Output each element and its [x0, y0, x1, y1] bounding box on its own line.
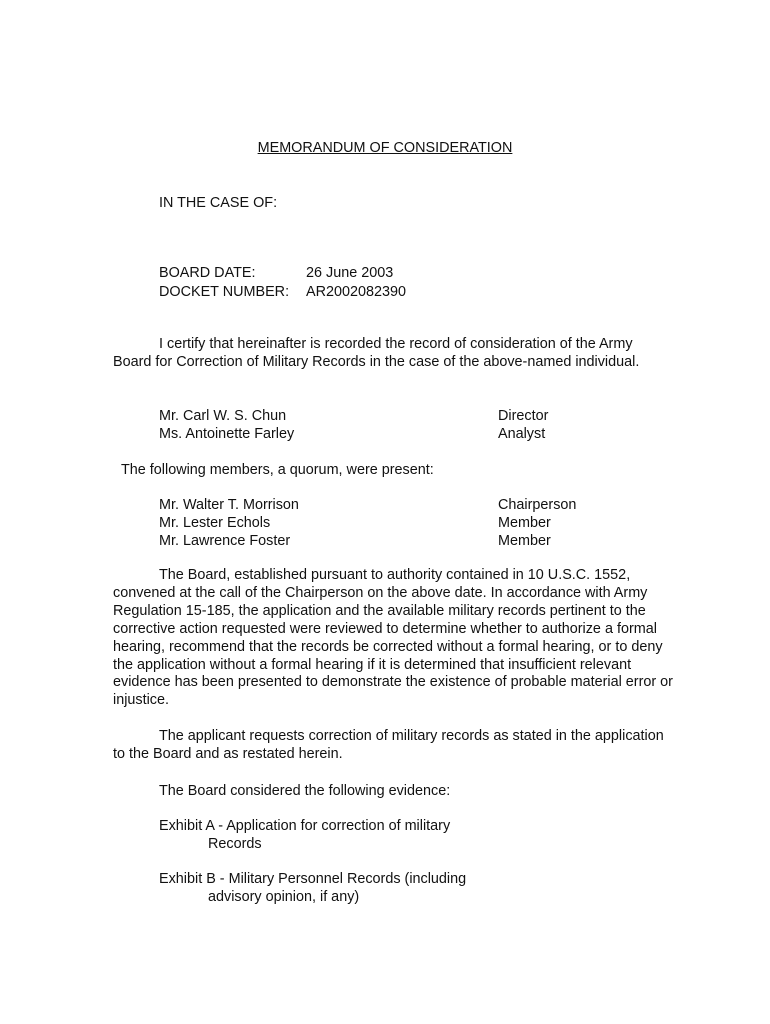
exhibit-line: Exhibit B - Military Personnel Records (including: [159, 871, 467, 887]
board-date-label: BOARD DATE:: [159, 265, 256, 281]
board-paragraph: The Board, established pursuant to authority contained in 10 U.S.C. 1552, convened at the call of the Chairperson on the above date. In accordance with Army Regulation 15-185, the application and the available military records pertinent to the corrective action requested were reviewed to determine whether to authorize a formal hearing, recommend that the records be corrected without a formal hearing, or to deny the application without a formal hearing if it is determined that insufficient relevant evidence has been presented to demonstrate the existence of probable material error or injustice.: [113, 567, 673, 709]
docket-number-value: AR2002082390: [306, 284, 407, 300]
quorum-text: The following members, a quorum, were present:: [121, 462, 434, 478]
exhibit-continuation: advisory opinion, if any): [208, 888, 360, 905]
evidence-intro: The Board considered the following evidence:: [159, 783, 451, 799]
staff-name: Ms. Antoinette Farley: [159, 426, 295, 442]
certify-paragraph: I certify that hereinafter is recorded the record of consideration of the Army Board for Correction of Military Records in the case of the above-named individual.: [113, 336, 640, 370]
staff-role: Analyst: [498, 426, 546, 442]
board-date-value: 26 June 2003: [306, 265, 394, 281]
staff-role: Director: [498, 408, 549, 424]
memo-title: MEMORANDUM OF CONSIDERATION: [257, 140, 513, 156]
member-role: Member: [498, 533, 551, 549]
staff-name: Mr. Carl W. S. Chun: [159, 408, 287, 424]
case-label: IN THE CASE OF:: [159, 195, 278, 211]
exhibit-a: [159, 818, 539, 854]
exhibit-line: Exhibit A - Application for correction of military: [159, 818, 451, 834]
exhibit-b: [159, 871, 539, 907]
docket-number-label: DOCKET NUMBER:: [159, 284, 290, 300]
exhibit-continuation: Records: [208, 835, 262, 852]
member-name: Mr. Lester Echols: [159, 515, 271, 531]
member-name: Mr. Walter T. Morrison: [159, 497, 299, 513]
member-name: Mr. Lawrence Foster: [159, 533, 291, 549]
member-role: Member: [498, 515, 551, 531]
applicant-paragraph: The applicant requests correction of military records as stated in the application to the Board and as restated herein.: [113, 728, 664, 762]
member-role: Chairperson: [498, 497, 577, 513]
